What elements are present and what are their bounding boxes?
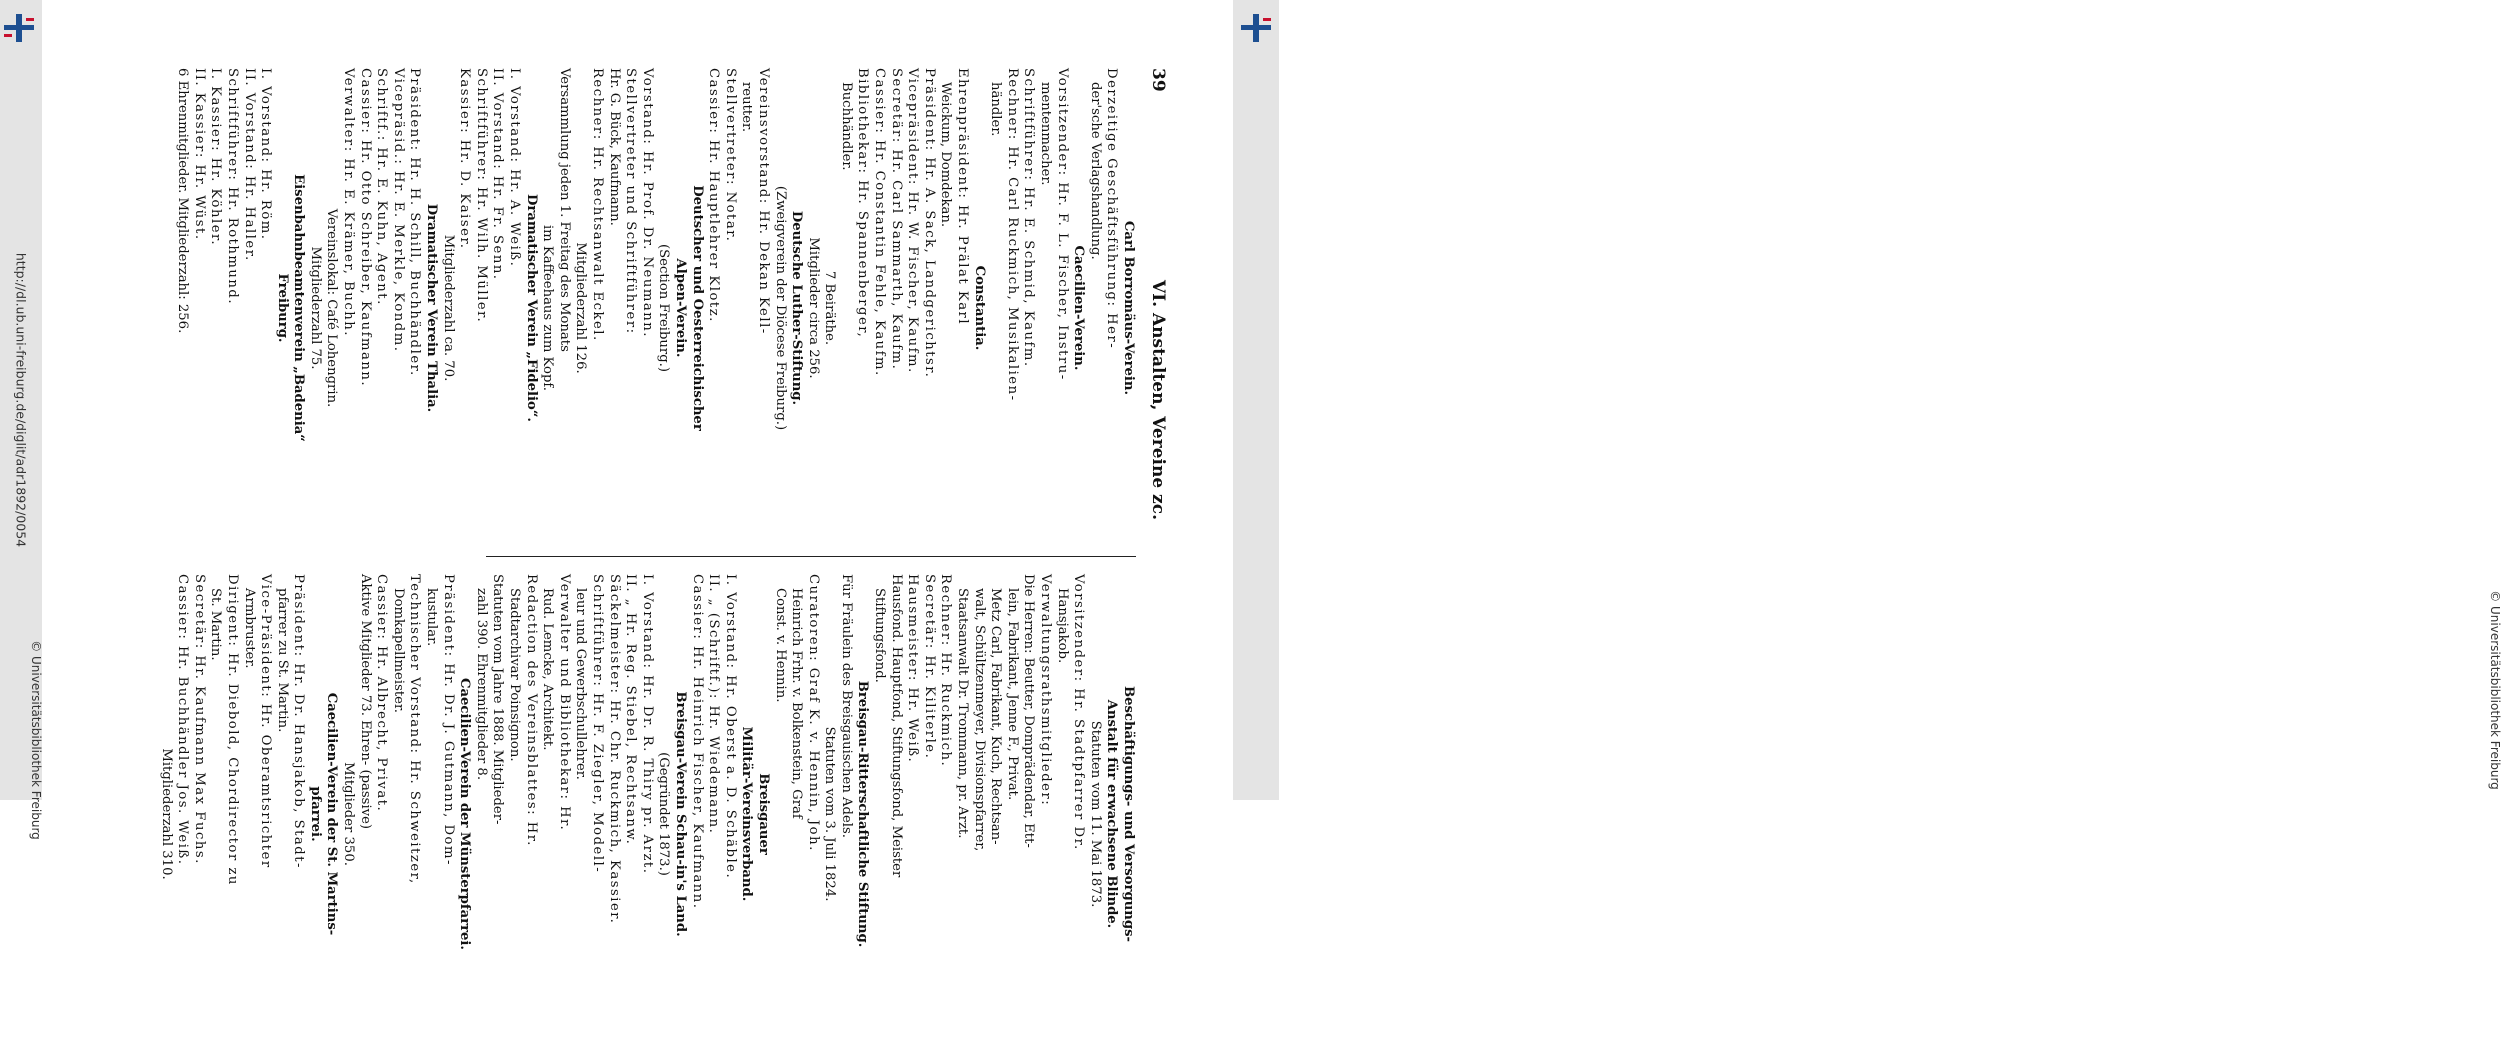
text-line: Vorsitzender: Hr. F. L. Fischer, Instru- — [1054, 68, 1070, 381]
text-line: Redaction des Vereinsblattes: Hr. — [523, 574, 539, 847]
text-line: Stellvertreter: Notar. — [722, 68, 738, 243]
text-line: Vicepräsident: Hr. W. Fischer, Kaufm. — [905, 68, 921, 374]
text-line: Dirigent: Hr. Diebold, Chordirector zu — [224, 574, 240, 886]
text-line: walt, Schültzenmeyer, Divisionspfarrer, — [971, 588, 987, 852]
text-line: I. Kassier: Hr. Köhler. — [208, 68, 224, 247]
text-line: Statuten vom Jahre 1888. Mitglieder- — [490, 574, 506, 825]
text-line: Militär-Vereinsverband. — [739, 726, 755, 902]
text-line: mentenmacher. — [1038, 82, 1054, 186]
text-line: Weickum, Domdekan. — [938, 82, 954, 228]
text-line: Präsident: Hr. H. Schill, Buchhändler. — [407, 68, 423, 377]
text-line: händler. — [988, 82, 1004, 137]
copyright-left: © Universitätsbibliothek Freiburg — [29, 640, 43, 840]
text-line: 6 Ehrenmitglieder. Mitgliederzahl: 256. — [175, 68, 191, 334]
text-line: Ehrenpräsident: Hr. Prälat Karl — [955, 68, 971, 326]
text-line: Schriftführer: Hr. Wilh. Müller. — [473, 68, 489, 324]
text-line: Constantia. — [971, 265, 987, 351]
text-line: Deutscher und Oesterreichischer — [689, 185, 705, 431]
text-line: Metz Carl, Fabrikant, Kuch, Rechtsan- — [988, 588, 1004, 845]
text-line: II. „ Hr. Reg. Stiebel, Rechtsanw. — [623, 574, 639, 846]
viewer-left-margin — [0, 0, 43, 840]
text-line: Mitgliederzahl 126. — [573, 242, 589, 374]
text-line: Heinrich Frhr. v. Bolkenstein, Graf — [789, 588, 805, 819]
text-line: im Kaffeehaus zum Kopf. — [540, 224, 556, 392]
text-line: Secretär: Hr. Kiliterle. — [921, 574, 937, 760]
text-line: zahl 390. Ehrenmitglieder 8. — [473, 588, 489, 781]
text-line: reutter. — [739, 82, 755, 133]
text-line: Vorsitzender: Hr. Stadtpfarrer Dr. — [1071, 574, 1087, 851]
text-line: Cassier: Hr. Otto Schreiber, Kaufmann. — [357, 68, 373, 388]
text-line: Armbruster. — [241, 588, 257, 669]
text-line: Vereinsvorstand: Hr. Dekan Kell- — [755, 68, 771, 335]
text-line: Versammlung jeden 1. Freitag des Monats — [556, 68, 572, 352]
text-line: Schriftführer: Hr. F. Ziegler, Modell- — [590, 574, 605, 874]
text-line: Buchhändler. — [838, 82, 854, 171]
text-line: (Gegründet 1873.) — [656, 752, 672, 876]
running-head — [1146, 68, 1168, 732]
text-line: Rechner: Hr. Carl Ruckmich, Musikalien- — [1004, 68, 1020, 402]
text-line: Cassier: Hr. Albrecht, Privat. — [374, 574, 390, 813]
text-line: Verwalter und Bibliothekar: Hr. — [556, 574, 572, 832]
text-line: Technischer Vorstand: Hr. Schweitzer, — [407, 574, 423, 885]
text-line: Hausmeister: Hr. Weiß. — [905, 574, 921, 764]
text-line: Hansjakob. — [1054, 588, 1070, 664]
rotated-page-content — [110, 50, 1170, 951]
text-line: II. Vorstand: Hr. Haller. — [241, 68, 257, 262]
text-line: I. Vorstand: Hr. A. Weiß. — [507, 68, 523, 268]
left-column — [174, 68, 1136, 548]
text-line: Mitglieder circa 256. — [805, 237, 821, 379]
text-line: Deutsche Luther-Stiftung. — [789, 210, 805, 406]
page-number: 39 — [1148, 68, 1168, 92]
text-line: Vicepräsid.: Hr. E. Merkle, Kondm. — [390, 68, 406, 353]
text-line: der'sche Verlagshandlung. — [1087, 82, 1103, 260]
text-line: Verwalter: Hr. E. Krämer, Buchh. — [341, 68, 357, 337]
text-line: Dramatischer Verein Thalia. — [424, 203, 440, 413]
text-line: Für Fräulein des Breisgauischen Adels. — [838, 574, 854, 838]
text-line: I. Vorstand: Hr. Oberst a. D. Schäble. — [722, 574, 738, 880]
text-line: II. Kassier: Hr. Wüst. — [191, 68, 207, 241]
text-line: Rechner: Hr. Ruckmich. — [938, 574, 954, 768]
text-line: II. „ (Schriftf.): Hr. Wiedemann. — [706, 574, 722, 835]
text-line: Stellvertreter und Schriftführer: — [623, 68, 639, 335]
text-line: Breisgau-Verein Schau-in's Land. — [672, 691, 688, 937]
text-line: Säckelmeister: Hr. Chr. Ruckmich, Kassier. — [606, 574, 622, 925]
text-line: Caecilien-Verein der Münsterpfarrei. — [457, 677, 473, 951]
text-line: lein, Fabrikant, Jenne F., Privat. — [1004, 588, 1020, 801]
text-line: I. Vorstand: Hr. Röm. — [258, 68, 274, 241]
text-line: Caecilien-Verein. — [1071, 245, 1087, 371]
text-line: Caecilien-Verein der St. Martins- — [324, 692, 340, 936]
text-line: Dramatischer Verein „Fidelio“. — [523, 194, 539, 422]
viewer-right-margin — [1233, 0, 2502, 800]
copyright-right: © Universitätsbibliothek Freiburg — [2488, 590, 2502, 790]
column-divider — [486, 556, 1136, 557]
document-url[interactable]: http://dl.ub.uni-freiburg.de/diglit/adr1892/0054 — [13, 252, 29, 548]
text-line: Rud. Lemcke, Architekt. — [540, 588, 556, 751]
text-line: Cassier: Hr. Hauptlehrer Klotz. — [706, 68, 722, 323]
text-line: II. Vorstand: Hr. Fr. Senn. — [490, 68, 506, 281]
text-line: Mitgliederzahl 310. — [158, 748, 174, 880]
running-title: VI. Anstalten, Vereine zc. — [1148, 280, 1168, 520]
university-logo-icon — [1241, 14, 1271, 42]
text-line: pfarrer zu St. Martin. — [274, 588, 290, 733]
text-line: Stadtarchivar Poinsignon. — [507, 588, 523, 762]
text-line: 7 Beiräthe. — [822, 270, 838, 346]
text-line: Curatoren: Graf K. v. Hennin, Joh. — [805, 574, 821, 852]
text-line: Secretär: Hr. Kaufmann Max Fuchs. — [191, 574, 207, 865]
text-line: Const. v. Hennin. — [772, 588, 788, 703]
text-line: pfarrei. — [307, 786, 323, 842]
text-line: Präsident: Hr. Dr. J. Gutmann, Dom- — [440, 574, 456, 866]
text-line: Die Herren: Beutter, Domprädendar, Ett- — [1021, 574, 1037, 848]
text-line: Rechner: Hr. Rechtsanwalt Eckel. — [590, 68, 605, 342]
text-line: Vorstand: Hr. Prof. Dr. Neumann. — [639, 68, 655, 338]
text-line: Staatsanwalt Dr. Trommann, pr. Arzt. — [955, 588, 971, 839]
right-column — [157, 574, 1136, 1054]
text-line: Anstalt für erwachsene Blinde. — [1104, 699, 1120, 929]
text-line: leur und Gewerbschullehrer. — [573, 588, 589, 780]
university-logo-icon — [4, 14, 34, 42]
text-line: Cassier: Hr. Heinrich Fischer, Kaufmann. — [689, 574, 705, 910]
text-line: Cassier: Hr. Constantin Fehle, Kaufm. — [872, 68, 888, 377]
text-line: Secretär: Hr. Carl Sammarth, Kaufm. — [888, 68, 904, 371]
text-line: Mitgliederzahl 75. — [307, 246, 323, 370]
text-line: Eisenbahnbeamtenverein „Badenia“ — [291, 174, 307, 442]
text-line: (Section Freiburg.) — [656, 243, 672, 372]
text-line: Schriftführer: Hr. E. Schmid, Kaufm. — [1021, 68, 1037, 368]
text-line: Freiburg. — [274, 273, 290, 343]
text-line: Stiftungsfond. — [872, 588, 888, 683]
text-line: Hausfond. Hauptfond, Stiftungsfond, Meister — [888, 574, 904, 878]
text-line: Carl Borromäus-Verein. — [1121, 220, 1136, 396]
text-line: Hr. G. Bück, Kaufmann. — [606, 68, 622, 226]
text-line: Schriftf.: Hr. E. Kuhn, Agent. — [374, 68, 390, 306]
text-line: I. Vorstand: Hr. Dr. R. Thiry pr. Arzt. — [639, 574, 655, 875]
text-line: Präsident: Hr. Dr. Hansjakob, Stadt- — [291, 574, 307, 869]
text-line: Kassier: Hr. D. Kaiser. — [457, 68, 473, 250]
text-line: kustular. — [424, 588, 440, 647]
text-line: St. Martin. — [208, 588, 224, 661]
text-line: Statuten vom 3. Juli 1824. — [822, 726, 838, 902]
text-line: Statuten vom 11. Mai 1873. — [1087, 720, 1103, 908]
text-line: Präsident: Hr. A. Sack, Landgerichtsr. — [921, 68, 937, 379]
text-line: Schriftführer: Hr. Rothmund. — [224, 68, 240, 306]
text-line: Cassier: Hr. Buchhändler Jos. Weiß. — [175, 574, 191, 866]
text-line: Vice-Präsident: Hr. Oberamtsrichter — [258, 574, 274, 869]
text-line: Verwaltungsrathsmitglieder: — [1038, 574, 1054, 807]
text-line: Bibliothekar: Hr. Spannenberger, — [855, 68, 871, 339]
scanned-page — [60, 20, 1220, 951]
text-line: (Zweigverein der Diöcese Freiburg.) — [772, 185, 788, 431]
text-line: Mitgliederzahl ca. 70. — [440, 234, 456, 382]
text-line: Aktive Mitglieder 73. Ehren- (passive) — [357, 574, 373, 830]
text-line: Domkapellmeister. — [390, 588, 406, 713]
text-line: Mitglieder 350. — [341, 762, 357, 866]
text-line: Derzeitige Geschäftsführung: Her- — [1104, 68, 1120, 350]
text-line: Alpen-Verein. — [672, 258, 688, 358]
text-line: Beschäftigungs- und Versorgungs- — [1121, 685, 1136, 943]
text-line: Breisgauer — [755, 773, 771, 855]
text-line: Breisgau-Ritterschaftliche Stiftung. — [855, 680, 871, 948]
text-line: Vereinslokal: Café Lohengrin. — [324, 208, 340, 408]
